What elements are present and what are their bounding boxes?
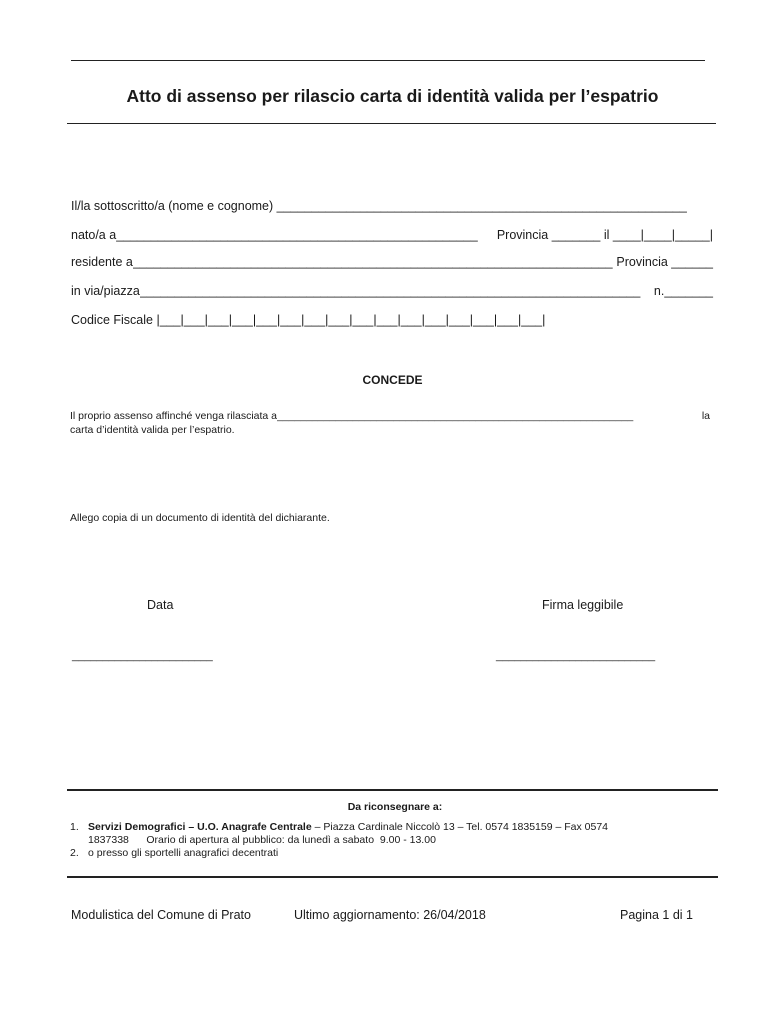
firma-label: Firma leggibile <box>542 598 624 612</box>
assenso-name-blank[interactable]: _____________________________________________________________ <box>277 410 634 422</box>
allego-text: Allego copia di un documento di identità del dichiarante. <box>70 512 330 524</box>
data-signature-line[interactable]: _______________________ <box>72 650 213 662</box>
servizi-demografici-address: – Piazza Cardinale Niccolò 13 – Tel. 0574 1835159 – Fax 0574 <box>311 821 609 833</box>
list-number: 1. <box>70 821 79 833</box>
servizi-demografici-hours: 1837338 Orario di apertura al pubblico: da lunedì a sabato 9.00 - 13.00 <box>88 834 436 846</box>
riconsegna-list <box>70 821 710 860</box>
sottoscritto-field[interactable]: Il/la sottoscritto/a (nome e cognome) ___________________________________________________________ <box>71 199 687 213</box>
residente-label: residente a <box>71 255 133 269</box>
assenso-paragraph <box>70 409 710 437</box>
footer-middle: Ultimo aggiornamento: 26/04/2018 <box>294 908 486 922</box>
data-label: Data <box>147 598 174 612</box>
list-item <box>70 847 710 860</box>
residente-blank[interactable]: _____________________________________________________________________ <box>132 255 613 269</box>
assenso-la: la <box>701 410 710 422</box>
riconsegna-top-rule <box>67 789 718 791</box>
via-numero[interactable]: n._______ <box>653 284 713 298</box>
riconsegna-bottom-rule <box>67 876 718 878</box>
nato-label: nato/a a <box>71 228 117 242</box>
footer-page-number: Pagina 1 di 1 <box>620 908 693 922</box>
assenso-text: Il proprio assenso affinché venga rilasciata a <box>70 410 278 422</box>
via-blank[interactable]: ________________________________________________________________________ <box>139 284 641 298</box>
footer-left: Modulistica del Comune di Prato <box>71 908 251 922</box>
riconsegna-heading: Da riconsegnare a: <box>347 801 443 813</box>
firma-signature-line[interactable]: __________________________ <box>496 650 656 662</box>
nato-provincia-date[interactable]: Provincia _______ il ____|____|_____| <box>496 228 713 242</box>
nato-blank[interactable]: ____________________________________________________ <box>116 228 478 242</box>
list-item <box>70 821 710 847</box>
via-field[interactable] <box>71 284 713 298</box>
codice-fiscale-field[interactable]: Codice Fiscale |___|___|___|___|___|___|___|___|___|___|___|___|___|___|___|___| <box>71 313 546 327</box>
title-underline <box>67 123 716 124</box>
servizi-demografici-name: Servizi Demografici – U.O. Anagrafe Centrale <box>88 821 312 833</box>
residente-field[interactable] <box>71 255 713 269</box>
concede-heading: CONCEDE <box>362 373 423 387</box>
nato-field[interactable] <box>71 228 713 242</box>
list-number: 2. <box>70 847 79 859</box>
residente-provincia[interactable]: Provincia ______ <box>616 255 713 269</box>
assenso-line2: carta d’identità valida per l’espatrio. <box>70 424 235 436</box>
via-label: in via/piazza <box>71 284 140 298</box>
sportelli-decentrati: o presso gli sportelli anagrafici decentrati <box>88 847 279 859</box>
top-rule <box>71 60 705 61</box>
document-title: Atto di assenso per rilascio carta di identità valida per l’espatrio <box>126 86 659 106</box>
